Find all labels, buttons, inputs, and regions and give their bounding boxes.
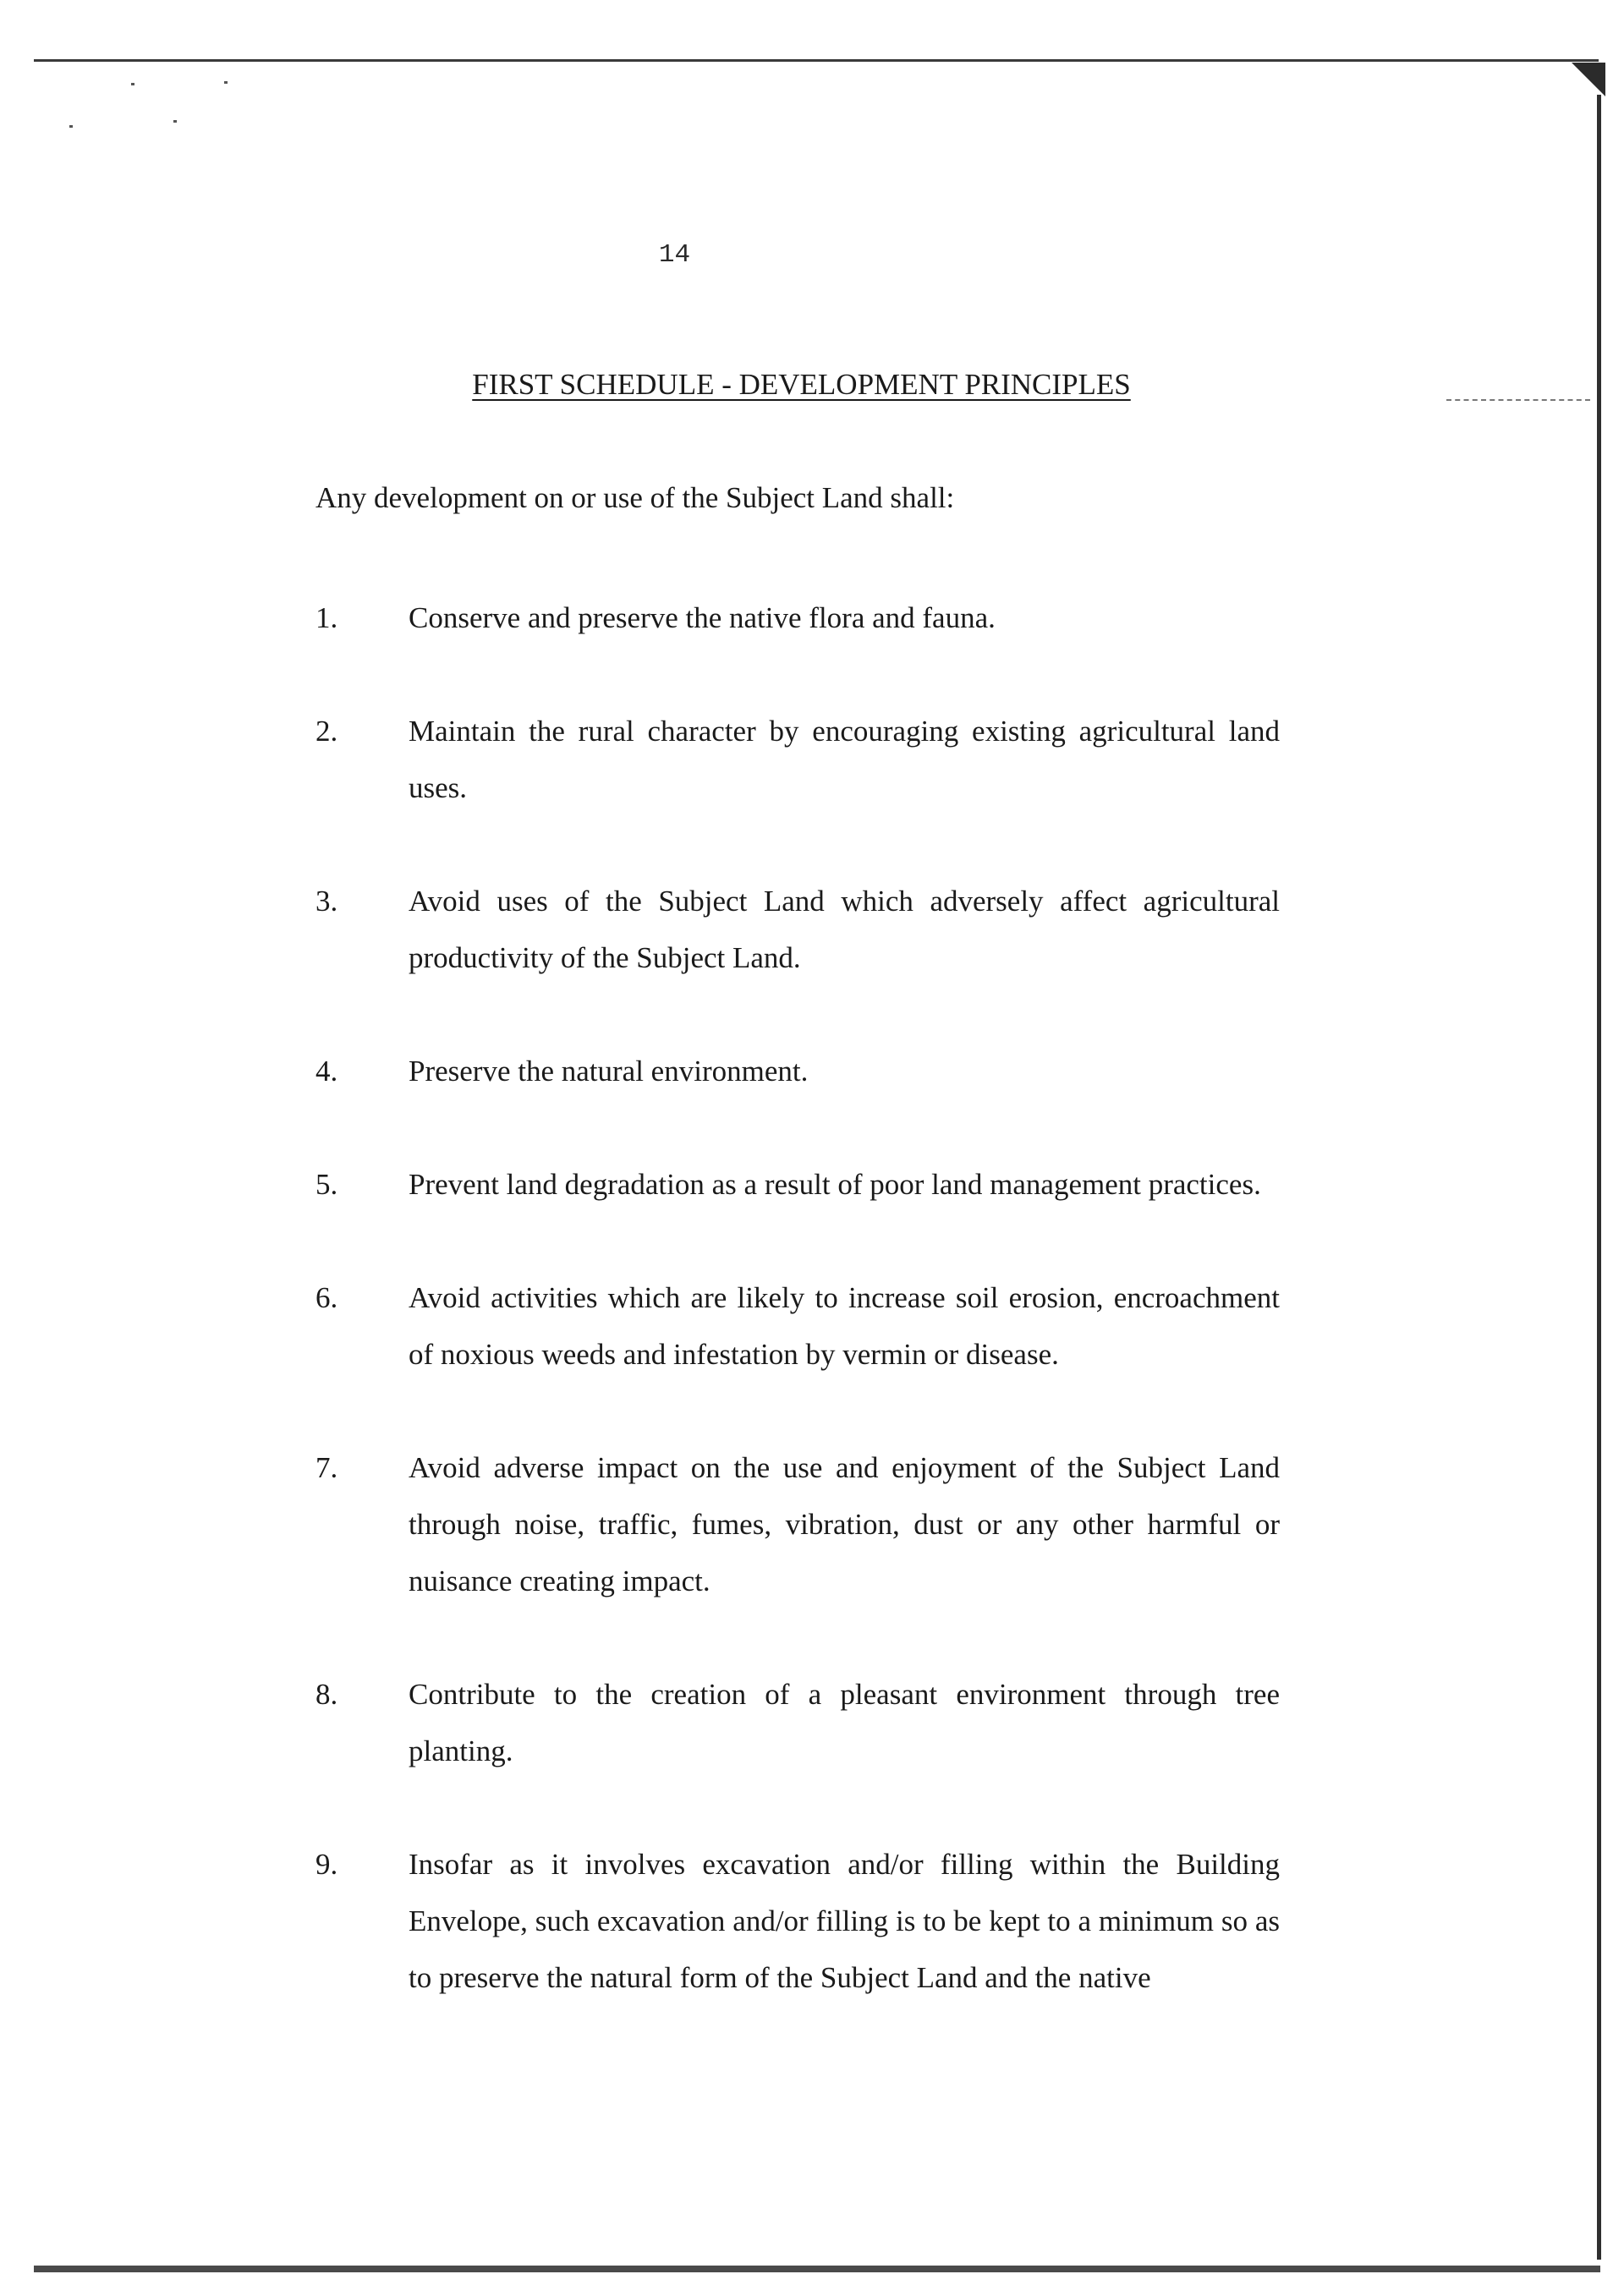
principle-item: [315, 1836, 1280, 2006]
scan-speck: [131, 83, 134, 85]
scan-border-bottom: [34, 2266, 1600, 2272]
principle-number: 5.: [315, 1168, 338, 1201]
principle-number: 1.: [315, 601, 338, 634]
page-number: 14: [658, 240, 691, 270]
principle-text: Preserve the natural environment.: [409, 1055, 809, 1088]
scan-border-top: [34, 59, 1599, 62]
principle-item: [315, 1666, 1280, 1779]
scan-speck: [69, 125, 73, 128]
principle-item: [315, 1269, 1280, 1383]
scan-border-right: [1597, 95, 1601, 2260]
principle-item: [315, 703, 1280, 816]
scan-corner-mark: [1572, 63, 1605, 96]
principle-text: Conserve and preserve the native flora and fauna.: [409, 601, 996, 634]
principle-number: 9.: [315, 1848, 338, 1881]
principle-text: Contribute to the creation of a pleasant environment through tree planting.: [409, 1678, 1280, 1767]
principle-text: Maintain the rural character by encouraging existing agricultural land uses.: [409, 715, 1280, 804]
principle-item: [315, 1156, 1280, 1213]
principle-number: 2.: [315, 715, 338, 748]
principle-number: 7.: [315, 1451, 338, 1484]
page-title: FIRST SCHEDULE - DEVELOPMENT PRINCIPLES: [472, 368, 1131, 401]
intro-paragraph: Any development on or use of the Subject Land shall:: [315, 481, 955, 514]
principle-text: Prevent land degradation as a result of poor land management practices.: [409, 1168, 1261, 1201]
principle-text: Avoid uses of the Subject Land which adversely affect agricultural productivity of the Subject Land.: [409, 885, 1280, 974]
principle-text: Avoid activities which are likely to increase soil erosion, encroachment of noxious weeds and infestation by vermin or disease.: [409, 1281, 1280, 1371]
principle-text: Insofar as it involves excavation and/or filling within the Building Envelope, such excavation and/or filling is to be kept to a minimum so as to preserve the natural form of the Subject Land and the native: [409, 1848, 1280, 1994]
principle-number: 8.: [315, 1678, 338, 1711]
principle-item: [315, 1439, 1280, 1609]
principle-number: 3.: [315, 885, 338, 918]
scan-speck: [224, 81, 228, 84]
principle-item: [315, 873, 1280, 986]
principle-number: 4.: [315, 1055, 338, 1088]
principle-item: [315, 1043, 1280, 1099]
principle-number: 6.: [315, 1281, 338, 1314]
principle-item: [315, 589, 1280, 646]
principles-list: [315, 589, 1280, 2063]
principle-text: Avoid adverse impact on the use and enjoyment of the Subject Land through noise, traffic, fumes, vibration, dust or any other harmful or nuisance creating impact.: [409, 1451, 1280, 1597]
scan-speck: [173, 120, 177, 123]
